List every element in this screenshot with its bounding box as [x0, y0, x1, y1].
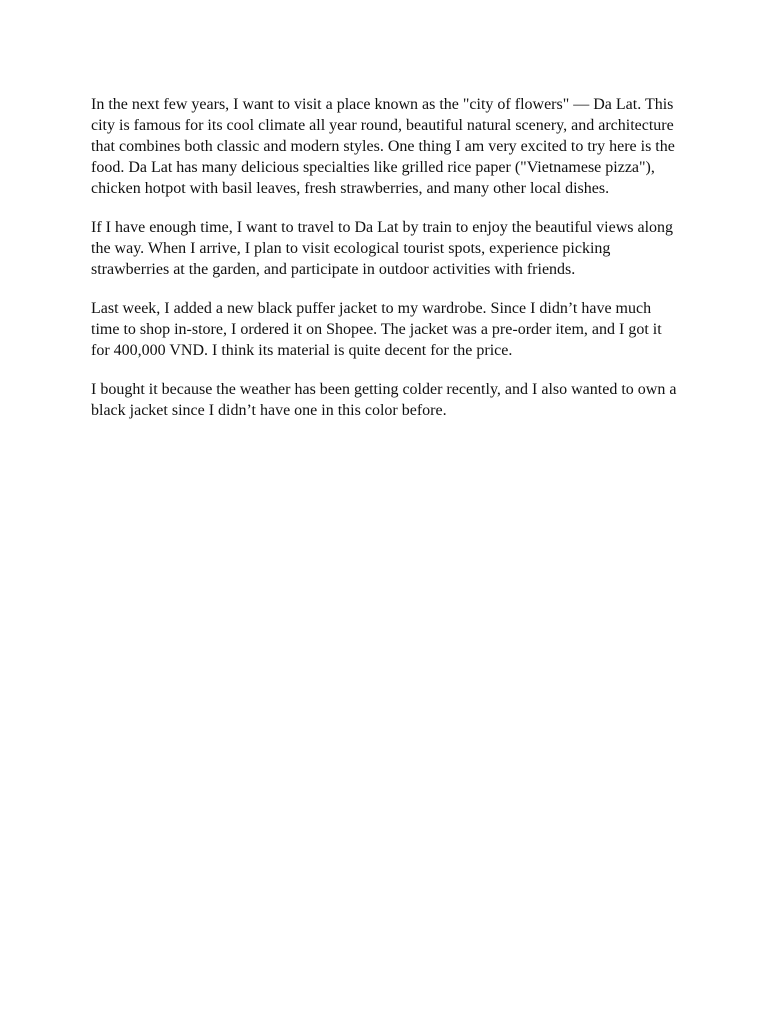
- paragraph-jacket-purchase: Last week, I added a new black puffer jacket to my wardrobe. Since I didn’t have much time to shop in-store, I ordered it on Shopee. The jacket was a pre-order item, and I got it for 400,000 VND. I think its material is quite decent for the price.: [91, 300, 662, 359]
- paragraph-travel-plan: If I have enough time, I want to travel to Da Lat by train to enjoy the beautiful views along the way. When I arrive, I plan to visit ecological tourist spots, experience picking strawberries at the garden, and participate in outdoor activities with friends.: [91, 219, 674, 278]
- paragraph-jacket-reason: I bought it because the weather has been getting colder recently, and I also wanted to own a black jacket since I didn’t have one in this color before.: [91, 381, 677, 419]
- document-body: [91, 94, 683, 439]
- paragraph-da-lat-intro: In the next few years, I want to visit a place known as the "city of flowers" — Da Lat. This city is famous for its cool climate all year round, beautiful natural scenery, and architecture that combines both classic and modern styles. One thing I am very excited to try here is the food. Da Lat has many delicious specialties like grilled rice paper ("Vietnamese pizza"), chicken hotpot with basil leaves, fresh strawberries, and many other local dishes.: [91, 96, 675, 197]
